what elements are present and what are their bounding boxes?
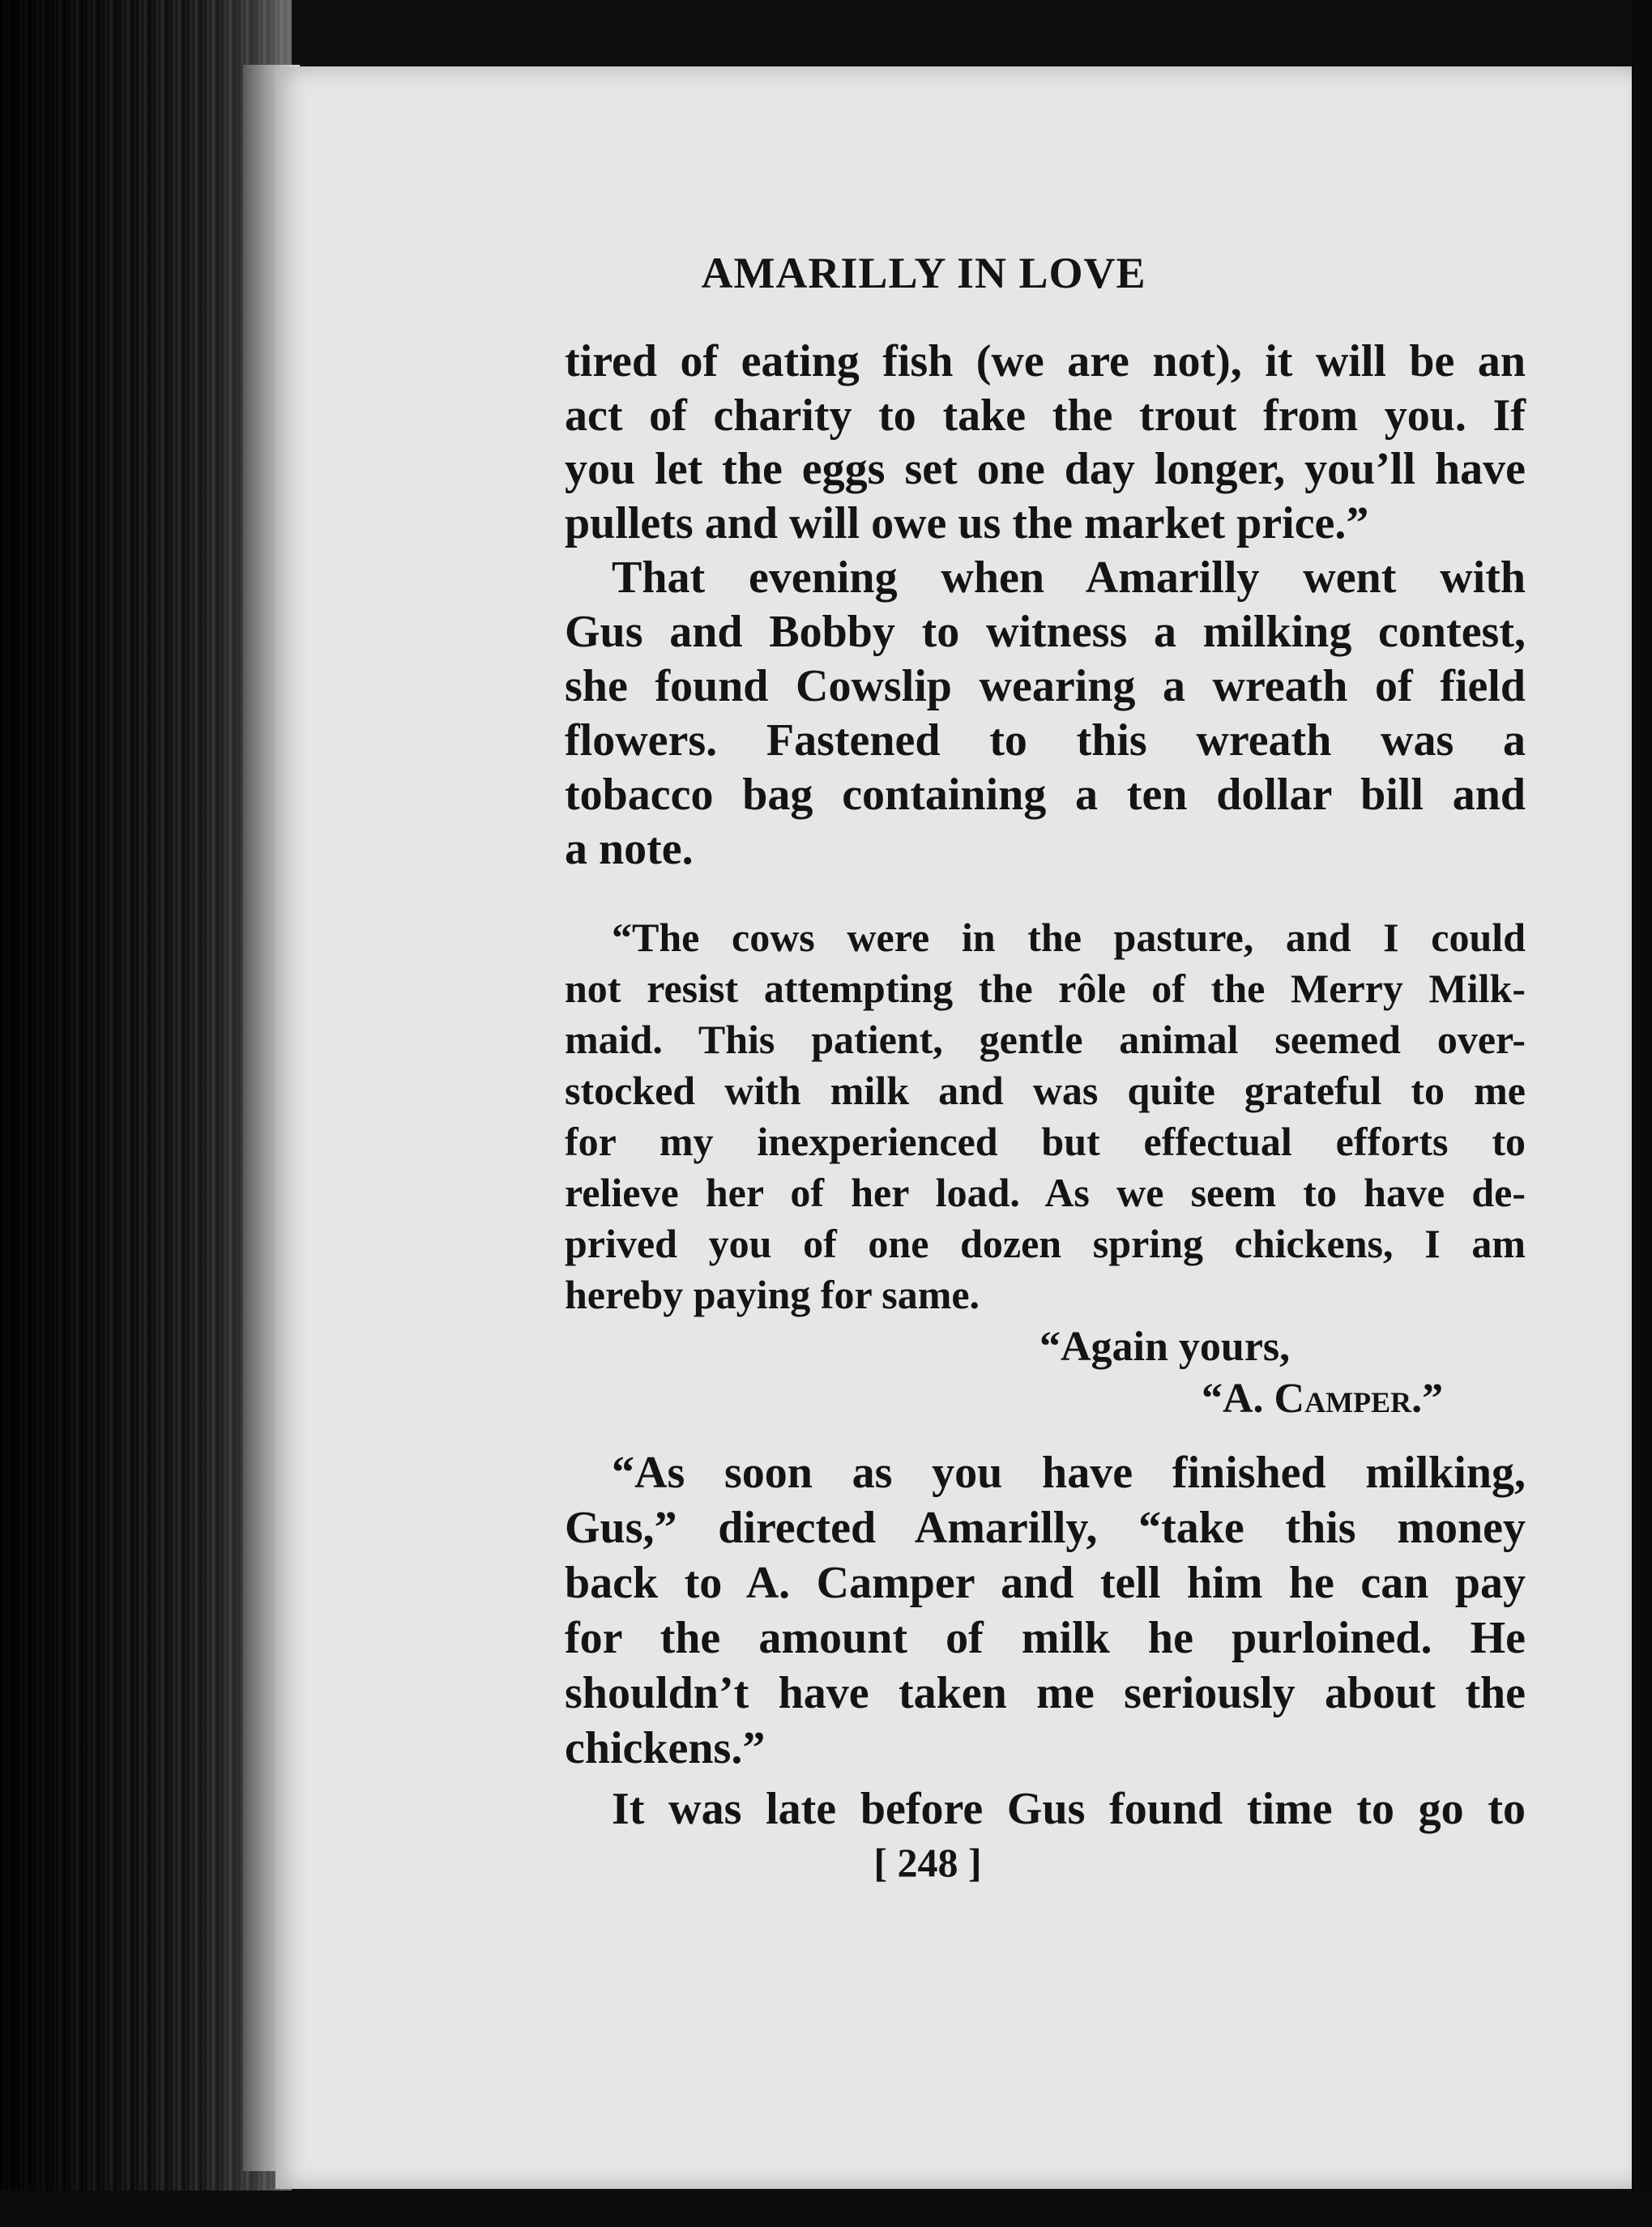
body-line: act of charity to take the trout from you. If xyxy=(565,390,1526,441)
body-line: That evening when Amarilly went with xyxy=(612,552,1526,603)
body-line: flowers. Fastened to this wreath was a xyxy=(565,715,1526,766)
body-line: you let the eggs set one day longer, you’ll have xyxy=(565,444,1526,494)
scan-right-border xyxy=(1632,0,1652,2227)
scan-bottom-border xyxy=(0,2191,1652,2227)
page-number: [ 248 ] xyxy=(873,1840,982,1885)
body-line: a note. xyxy=(565,824,694,874)
letter-closing-salutation: “Again yours, xyxy=(1039,1324,1291,1370)
letter-line: stocked with milk and was quite grateful to me xyxy=(565,1068,1526,1113)
body-line: tired of eating fish (we are not), it will be an xyxy=(565,336,1526,386)
letter-line: relieve her of her load. As we seem to have de- xyxy=(565,1170,1526,1215)
running-head xyxy=(275,248,1572,298)
letter-line: “The cows were in the pasture, and I could xyxy=(612,915,1526,960)
body-line: tobacco bag containing a ten dollar bill and xyxy=(565,770,1526,820)
letter-line: maid. This patient, gentle animal seemed over- xyxy=(565,1017,1526,1062)
letter-line: hereby paying for same. xyxy=(565,1272,980,1317)
letter-signature xyxy=(1202,1375,1443,1423)
body-line: chickens.” xyxy=(565,1723,766,1773)
body-line: pullets and will owe us the market price.” xyxy=(565,498,1369,548)
letter-line: not resist attempting the rôle of the Merry Milk- xyxy=(565,966,1526,1011)
body-line: shouldn’t have taken me seriously about the xyxy=(565,1668,1526,1718)
body-line: Gus and Bobby to witness a milking contest, xyxy=(565,607,1526,657)
letter-line: prived you of one dozen spring chickens, I am xyxy=(565,1221,1526,1266)
body-line: for the amount of milk he purloined. He xyxy=(565,1613,1526,1663)
body-line: “As soon as you have finished milking, xyxy=(612,1448,1526,1498)
body-line: back to A. Camper and tell him he can pay xyxy=(565,1558,1526,1608)
running-head-text: AMARILLY IN LOVE xyxy=(701,249,1146,297)
body-line: It was late before Gus found time to go to xyxy=(612,1784,1526,1834)
body-line: she found Cowslip wearing a wreath of field xyxy=(565,661,1526,711)
signature-small-caps: amper xyxy=(1304,1376,1412,1422)
signature-suffix: .” xyxy=(1411,1376,1444,1422)
letter-line: for my inexperienced but effectual efforts to xyxy=(565,1119,1526,1164)
body-line: Gus,” directed Amarilly, “take this money xyxy=(565,1503,1526,1553)
signature-prefix: “A. C xyxy=(1202,1376,1305,1422)
